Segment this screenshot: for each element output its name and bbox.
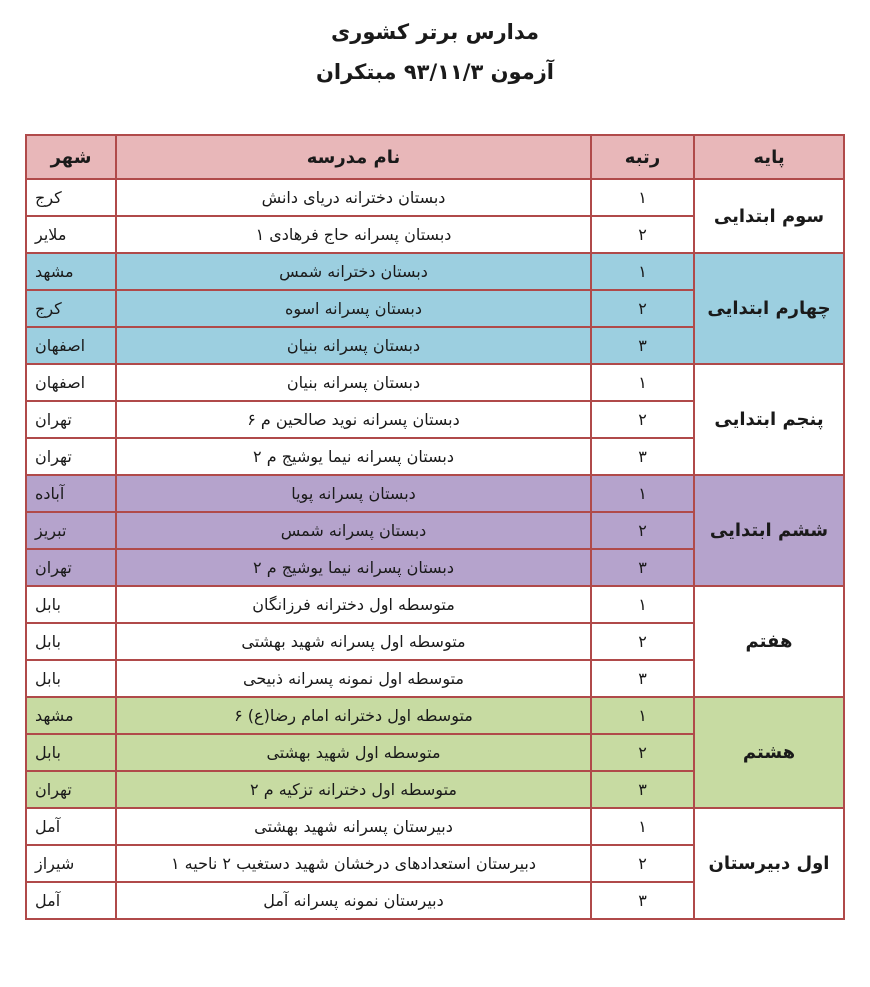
table-body (26, 179, 844, 919)
rank-cell: ۲ (591, 734, 694, 771)
rank-cell: ۳ (591, 327, 694, 364)
city-cell: ملایر (26, 216, 116, 253)
school-name-cell: متوسطه اول نمونه پسرانه ذبیحی (116, 660, 591, 697)
grade-cell: اول دبیرستان (694, 808, 844, 919)
school-name-cell: دبستان پسرانه نیما یوشیج م ۲ (116, 438, 591, 475)
table-header-row (26, 135, 844, 179)
rank-cell: ۱ (591, 586, 694, 623)
school-name-cell: دبستان دخترانه شمس (116, 253, 591, 290)
city-cell: تهران (26, 549, 116, 586)
school-name-cell: دبستان پسرانه بنیان (116, 327, 591, 364)
grade-cell: چهارم ابتدایی (694, 253, 844, 364)
page-title: مدارس برتر کشوری (330, 20, 539, 44)
rank-cell: ۲ (591, 290, 694, 327)
school-name-cell: دبیرستان پسرانه شهید بهشتی (116, 808, 591, 845)
rank-cell: ۱ (591, 253, 694, 290)
city-cell: تهران (26, 438, 116, 475)
rank-cell: ۲ (591, 401, 694, 438)
city-cell: بابل (26, 623, 116, 660)
rank-cell: ۱ (591, 475, 694, 512)
city-cell: تهران (26, 771, 116, 808)
header-school: نام مدرسه (116, 135, 591, 179)
school-name-cell: دبستان پسرانه نوید صالحین م ۶ (116, 401, 591, 438)
school-name-cell: متوسطه اول پسرانه شهید بهشتی (116, 623, 591, 660)
rank-cell: ۲ (591, 216, 694, 253)
header-city: شهر (26, 135, 116, 179)
city-cell: بابل (26, 660, 116, 697)
city-cell: مشهد (26, 697, 116, 734)
rank-cell: ۱ (591, 179, 694, 216)
school-name-cell: دبستان پسرانه حاج فرهادی ۱ (116, 216, 591, 253)
city-cell: مشهد (26, 253, 116, 290)
school-name-cell: دبستان پسرانه اسوه (116, 290, 591, 327)
table-row (26, 475, 844, 512)
rank-cell: ۲ (591, 512, 694, 549)
page-subtitle: آزمون ۹۳/۱۱/۳ مبتکران (316, 60, 554, 84)
city-cell: اصفهان (26, 364, 116, 401)
rank-cell: ۱ (591, 364, 694, 401)
table-row (26, 179, 844, 216)
school-name-cell: دبستان پسرانه پویا (116, 475, 591, 512)
grade-cell: هفتم (694, 586, 844, 697)
rank-cell: ۳ (591, 438, 694, 475)
city-cell: آباده (26, 475, 116, 512)
rank-cell: ۳ (591, 771, 694, 808)
grade-cell: ششم ابتدایی (694, 475, 844, 586)
header-grade: پایه (694, 135, 844, 179)
grade-cell: سوم ابتدایی (694, 179, 844, 253)
school-name-cell: دبستان دخترانه دریای دانش (116, 179, 591, 216)
table-row (26, 697, 844, 734)
rank-cell: ۳ (591, 549, 694, 586)
school-name-cell: متوسطه اول دخترانه تزکیه م ۲ (116, 771, 591, 808)
rank-cell: ۱ (591, 808, 694, 845)
school-name-cell: دبیرستان نمونه پسرانه آمل (116, 882, 591, 919)
city-cell: بابل (26, 586, 116, 623)
header-rank: رتبه (591, 135, 694, 179)
city-cell: کرج (26, 179, 116, 216)
table-row (26, 364, 844, 401)
grade-cell: پنجم ابتدایی (694, 364, 844, 475)
city-cell: آمل (26, 808, 116, 845)
school-name-cell: دبیرستان استعدادهای درخشان شهید دستغیب ۲ ناحیه ۱ (116, 845, 591, 882)
city-cell: بابل (26, 734, 116, 771)
grade-cell: هشتم (694, 697, 844, 808)
school-name-cell: دبستان پسرانه بنیان (116, 364, 591, 401)
city-cell: اصفهان (26, 327, 116, 364)
city-cell: شیراز (26, 845, 116, 882)
table-row (26, 808, 844, 845)
school-name-cell: دبستان پسرانه شمس (116, 512, 591, 549)
rank-cell: ۳ (591, 882, 694, 919)
city-cell: کرج (26, 290, 116, 327)
rank-cell: ۲ (591, 623, 694, 660)
school-name-cell: دبستان پسرانه نیما یوشیج م ۲ (116, 549, 591, 586)
table-row (26, 586, 844, 623)
rankings-table (25, 134, 845, 920)
rank-cell: ۱ (591, 697, 694, 734)
table-row (26, 253, 844, 290)
rank-cell: ۳ (591, 660, 694, 697)
school-name-cell: متوسطه اول دخترانه امام رضا(ع) ۶ (116, 697, 591, 734)
city-cell: تهران (26, 401, 116, 438)
school-name-cell: متوسطه اول دخترانه فرزانگان (116, 586, 591, 623)
city-cell: آمل (26, 882, 116, 919)
school-name-cell: متوسطه اول شهید بهشتی (116, 734, 591, 771)
rank-cell: ۲ (591, 845, 694, 882)
city-cell: تبریز (26, 512, 116, 549)
